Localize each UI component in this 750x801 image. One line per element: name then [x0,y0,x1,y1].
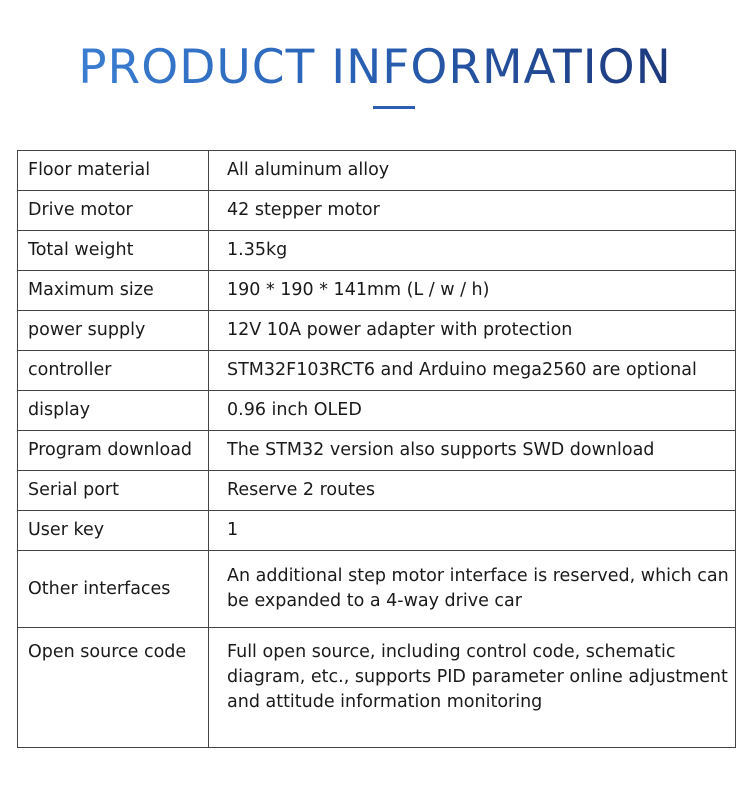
spec-label: Open source code [18,628,209,748]
spec-label: Program download [18,431,209,471]
spec-value: All aluminum alloy [209,151,736,191]
spec-value: 1.35kg [209,231,736,271]
spec-label: User key [18,511,209,551]
title-underline [373,106,415,109]
table-row [18,471,736,511]
spec-value: 190 * 190 * 141mm (L / w / h) [209,271,736,311]
table-row [18,431,736,471]
spec-label: controller [18,351,209,391]
spec-label: Floor material [18,151,209,191]
spec-value: 1 [209,511,736,551]
spec-table [17,150,736,748]
table-row [18,151,736,191]
spec-label: Maximum size [18,271,209,311]
table-row [18,191,736,231]
spec-label: Other interfaces [18,551,209,628]
spec-label: Total weight [18,231,209,271]
table-row [18,271,736,311]
table-row [18,628,736,748]
spec-value: 42 stepper motor [209,191,736,231]
spec-value: The STM32 version also supports SWD download [209,431,736,471]
spec-value: 12V 10A power adapter with protection [209,311,736,351]
table-row [18,551,736,628]
table-row [18,311,736,351]
spec-value: 0.96 inch OLED [209,391,736,431]
spec-label: Serial port [18,471,209,511]
spec-value: Full open source, including control code, schematic diagram, etc., supports PID parameter online adjustment and attitude information monitoring [209,628,736,748]
spec-label: display [18,391,209,431]
table-row [18,511,736,551]
spec-value: Reserve 2 routes [209,471,736,511]
spec-label: Drive motor [18,191,209,231]
spec-label: power supply [18,311,209,351]
spec-value: STM32F103RCT6 and Arduino mega2560 are optional [209,351,736,391]
page-title: PRODUCT INFORMATION [0,38,750,98]
table-row [18,351,736,391]
table-row [18,391,736,431]
table-row [18,231,736,271]
spec-value: An additional step motor interface is reserved, which can be expanded to a 4-way drive car [209,551,736,628]
